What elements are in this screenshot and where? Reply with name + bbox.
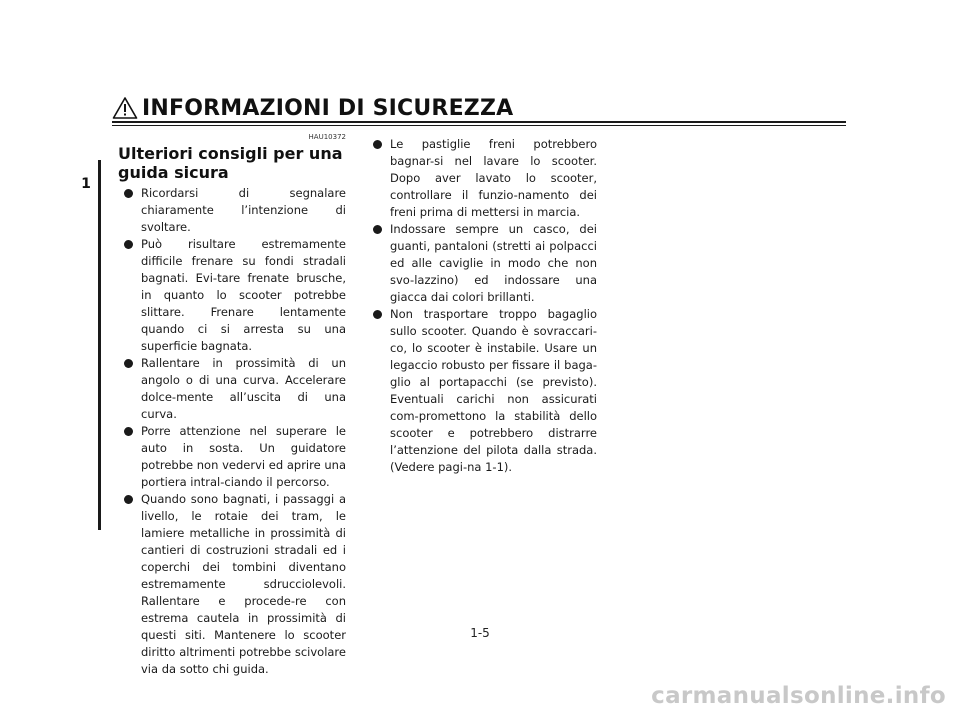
chapter-number: 1 <box>81 176 91 192</box>
bullet-icon <box>373 225 382 234</box>
list-item-text: Indossare sempre un casco, dei guanti, pantaloni (stretti ai polpacci ed alle caviglie in modo che non svo-lazzino) ed indossare una giacca dai colori brillanti. <box>390 222 597 304</box>
list-item <box>122 236 346 355</box>
list-item-text: Rallentare in prossimità di un angolo o di una curva. Accelerare dolce-mente all’uscita di una curva. <box>141 356 346 421</box>
bullet-icon <box>373 310 382 319</box>
list-item <box>122 185 346 236</box>
list-item <box>371 136 597 221</box>
right-bullet-list <box>371 136 597 476</box>
bullet-icon <box>124 189 133 198</box>
page-number: 1-5 <box>470 626 490 640</box>
list-item-text: Porre attenzione nel superare le auto in sosta. Un guidatore potrebbe non vedervi ed aprire una portiera intral-ciando il percorso. <box>141 424 346 489</box>
list-item-text: Quando sono bagnati, i passaggi a livello, le rotaie dei tram, le lamiere metalliche in prossimità di cantieri di costruzioni stradali ed i coperchi dei tombini diventano estremamente sdrucciolevoli. Rallentare e procede-re con estrema cautela in prossimità di questi siti. Mantenere lo scooter diritto altrimenti potrebbe scivolare via da sotto chi guida. <box>141 492 346 676</box>
bullet-icon <box>124 359 133 368</box>
list-item <box>371 306 597 476</box>
header-rule-thin <box>112 125 846 126</box>
page-header <box>112 94 846 122</box>
bullet-icon <box>373 140 382 149</box>
document-code: HAU10372 <box>308 133 346 141</box>
chapter-tab <box>74 160 101 530</box>
bullet-icon <box>124 240 133 249</box>
list-item <box>371 221 597 306</box>
list-item <box>122 355 346 423</box>
bullet-icon <box>124 427 133 436</box>
list-item-text: Non trasportare troppo bagaglio sullo scooter. Quando è sovraccari-co, lo scooter è instabile. Usare un legaccio robusto per fissare il baga-glio al portapacchi (se previsto). Eventuali carichi non assicurati com-promettono la stabilità dello scooter e potrebbero distrarre l’attenzione del pilota dalla strada. (Vedere pagi-na 1-1). <box>390 307 597 474</box>
header-rule-thick <box>112 121 846 123</box>
list-item-text: Può risultare estremamente difficile frenare su fondi stradali bagnati. Evi-tare frenate brusche, in quanto lo scooter potrebbe slittare. Frenare lentamente quando ci si arresta su una superficie bagnata. <box>141 237 346 353</box>
header-title-row <box>112 94 846 122</box>
bullet-icon <box>124 495 133 504</box>
left-bullet-list <box>122 185 346 678</box>
section-title: Ulteriori consigli per una guida sicura <box>118 144 343 182</box>
list-item-text: Ricordarsi di segnalare chiaramente l’intenzione di svoltare. <box>141 186 346 234</box>
list-item-text: Le pastiglie freni potrebbero bagnar-si nel lavare lo scooter. Dopo aver lavato lo scooter, controllare il funzio-namento dei freni prima di mettersi in marcia. <box>390 137 597 219</box>
left-column <box>118 132 346 678</box>
list-item <box>122 491 346 678</box>
warning-triangle-icon <box>112 96 138 120</box>
list-item <box>122 423 346 491</box>
right-column <box>371 136 597 476</box>
page-title: INFORMAZIONI DI SICUREZZA <box>142 95 514 121</box>
watermark: carmanualsonline.info <box>651 683 946 709</box>
